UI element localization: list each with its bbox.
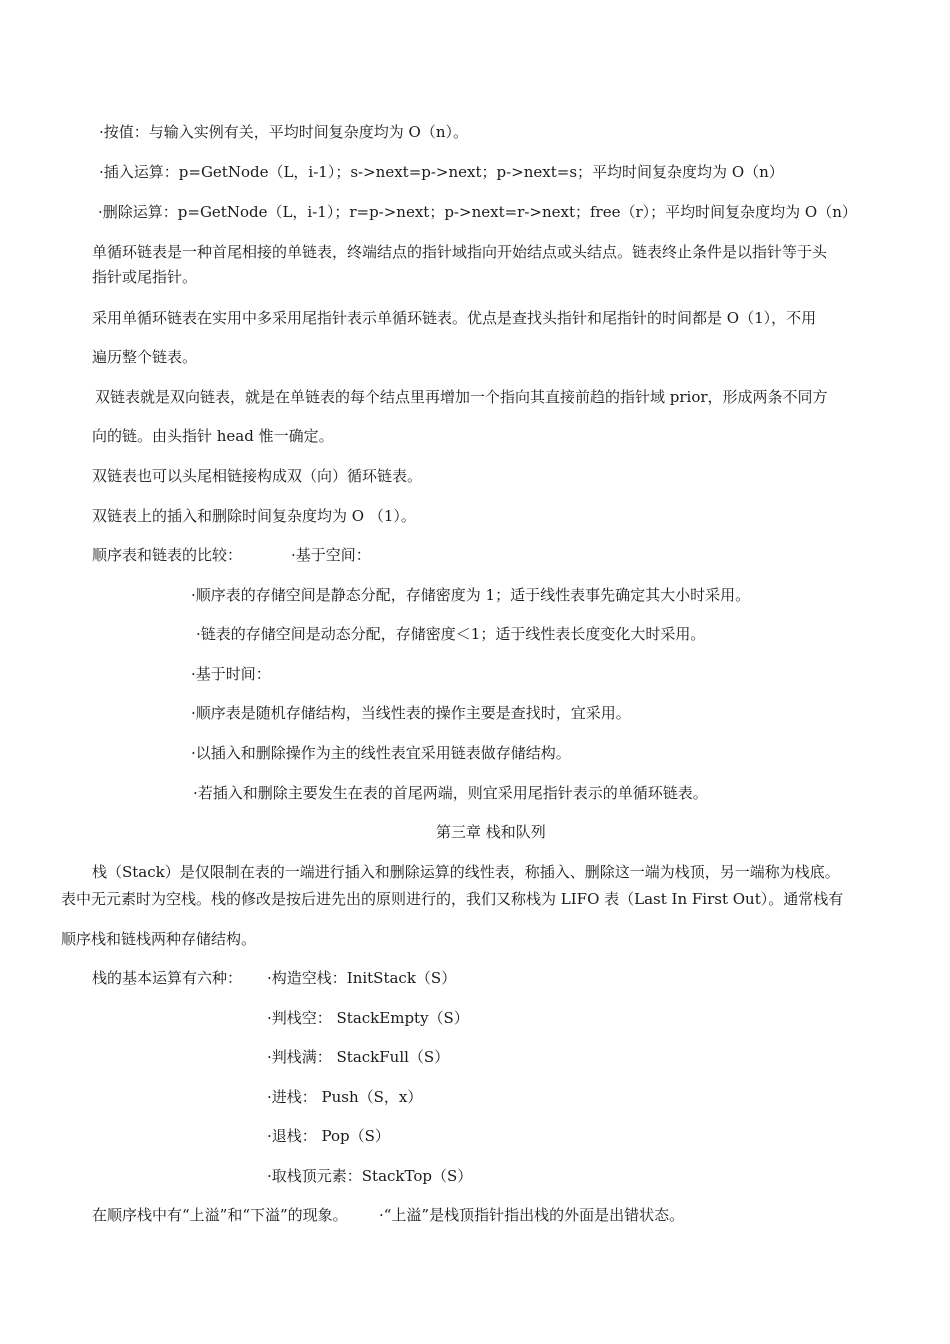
- text-line: ·判栈满： StackFull（S）: [267, 1048, 450, 1066]
- text-line: ·取栈顶元素：StackTop（S）: [267, 1167, 473, 1185]
- chapter-heading: 第三章 栈和队列: [436, 823, 546, 841]
- text-line: ·判栈空： StackEmpty（S）: [267, 1009, 469, 1027]
- text-line: 顺序表和链表的比较：: [92, 546, 243, 564]
- text-line: 双链表上的插入和删除时间复杂度均为 O （1）。: [92, 507, 416, 525]
- text-line: ·删除运算：p=GetNode（L，i-1）；r=p->next；p->next=r->next；free（r）；平均时间复杂度均为 O（n）: [98, 203, 857, 221]
- text-line: ·进栈： Push（S，x）: [267, 1088, 423, 1106]
- text-line: 单循环链表是一种首尾相接的单链表，终端结点的指针域指向开始结点或头结点。链表终止条件是以指针等于头: [92, 243, 828, 261]
- text-line: 栈的基本运算有六种：: [92, 969, 243, 987]
- text-line: ·插入运算：p=GetNode（L，i-1）；s->next=p->next；p->next=s；平均时间复杂度均为 O（n）: [99, 163, 784, 181]
- text-line: ·构造空栈：InitStack（S）: [267, 969, 457, 987]
- text-line: ·链表的存储空间是动态分配，存储密度＜1；适于线性表长度变化大时采用。: [196, 625, 706, 643]
- text-line: ·顺序表是随机存储结构，当线性表的操作主要是查找时，宜采用。: [191, 704, 631, 722]
- text-line: ·顺序表的存储空间是静态分配，存储密度为 1；适于线性表事先确定其大小时采用。: [191, 586, 751, 604]
- text-line: ·基于时间：: [191, 665, 271, 683]
- text-line: 指针或尾指针。: [92, 268, 198, 286]
- text-line: 采用单循环链表在实用中多采用尾指针表示单循环链表。优点是查找头指针和尾指针的时间都是 O（1），不用: [92, 309, 817, 327]
- text-line: 双链表就是双向链表，就是在单链表的每个结点里再增加一个指向其直接前趋的指针域 prior，形成两条不同方: [95, 388, 828, 406]
- text-line: 双链表也可以头尾相链接构成双（向）循环链表。: [92, 467, 423, 485]
- text-line: ·退栈： Pop（S）: [267, 1127, 390, 1145]
- text-line: 在顺序栈中有“上溢”和“下溢”的现象。: [92, 1206, 348, 1224]
- text-line: ·以插入和删除操作为主的线性表宜采用链表做存储结构。: [191, 744, 571, 762]
- text-line: ·若插入和删除主要发生在表的首尾两端，则宜采用尾指针表示的单循环链表。: [193, 784, 708, 802]
- text-line: 顺序栈和链栈两种存储结构。: [61, 930, 257, 948]
- text-line: ·“上溢”是栈顶指针指出栈的外面是出错状态。: [379, 1206, 685, 1224]
- text-line: ·按值：与输入实例有关，平均时间复杂度均为 O（n）。: [99, 123, 468, 141]
- text-line: ·基于空间：: [291, 546, 371, 564]
- text-line: 栈（Stack）是仅限制在表的一端进行插入和删除运算的线性表，称插入、删除这一端为栈顶，另一端称为栈底。: [92, 863, 840, 881]
- text-line: 遍历整个链表。: [92, 348, 198, 366]
- text-line: 向的链。由头指针 head 惟一确定。: [92, 427, 334, 445]
- text-line: 表中无元素时为空栈。栈的修改是按后进先出的原则进行的，我们又称栈为 LIFO 表（Last In First Out）。通常栈有: [61, 890, 844, 908]
